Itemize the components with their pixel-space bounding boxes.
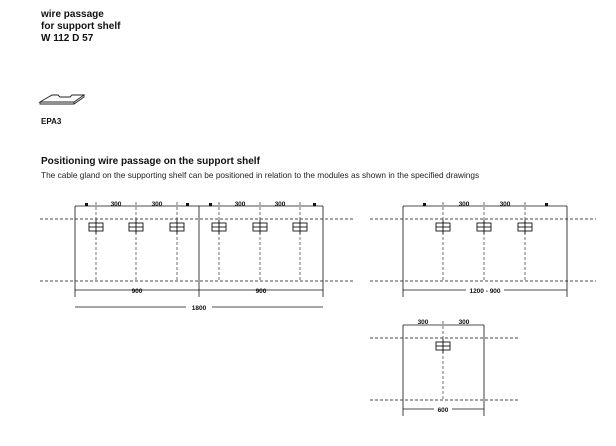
product-code: EPA3: [41, 117, 62, 126]
dim-label-300: 300: [274, 201, 286, 208]
total-label-1200-900: 1200 - 900: [469, 288, 501, 295]
section-title: Positioning wire passage on the support shelf: [41, 156, 260, 167]
dim-label-300: 300: [234, 201, 246, 208]
dim-label-300: 300: [458, 201, 470, 208]
module-label-900: 900: [255, 288, 267, 295]
module-label-900: 900: [131, 288, 143, 295]
total-label-600: 600: [437, 407, 449, 414]
dim-label-300: 300: [151, 201, 163, 208]
drawing-1800: [40, 202, 355, 307]
drawing-1200: [370, 202, 596, 297]
dim-label-300: 300: [417, 319, 429, 326]
dim-label-300: 300: [110, 201, 122, 208]
product-name-line1: wire passage: [41, 9, 104, 20]
section-description: The cable gland on the supporting shelf can be positioned in relation to the modules as shown in the specified drawings: [41, 170, 480, 180]
total-label-1800: 1800: [191, 305, 207, 312]
product-name-line2: for support shelf: [41, 21, 121, 32]
product-dimensions: W 112 D 57: [41, 33, 94, 44]
dim-label-300: 300: [499, 201, 511, 208]
drawing-600: [370, 321, 520, 416]
dim-label-300: 300: [458, 319, 470, 326]
